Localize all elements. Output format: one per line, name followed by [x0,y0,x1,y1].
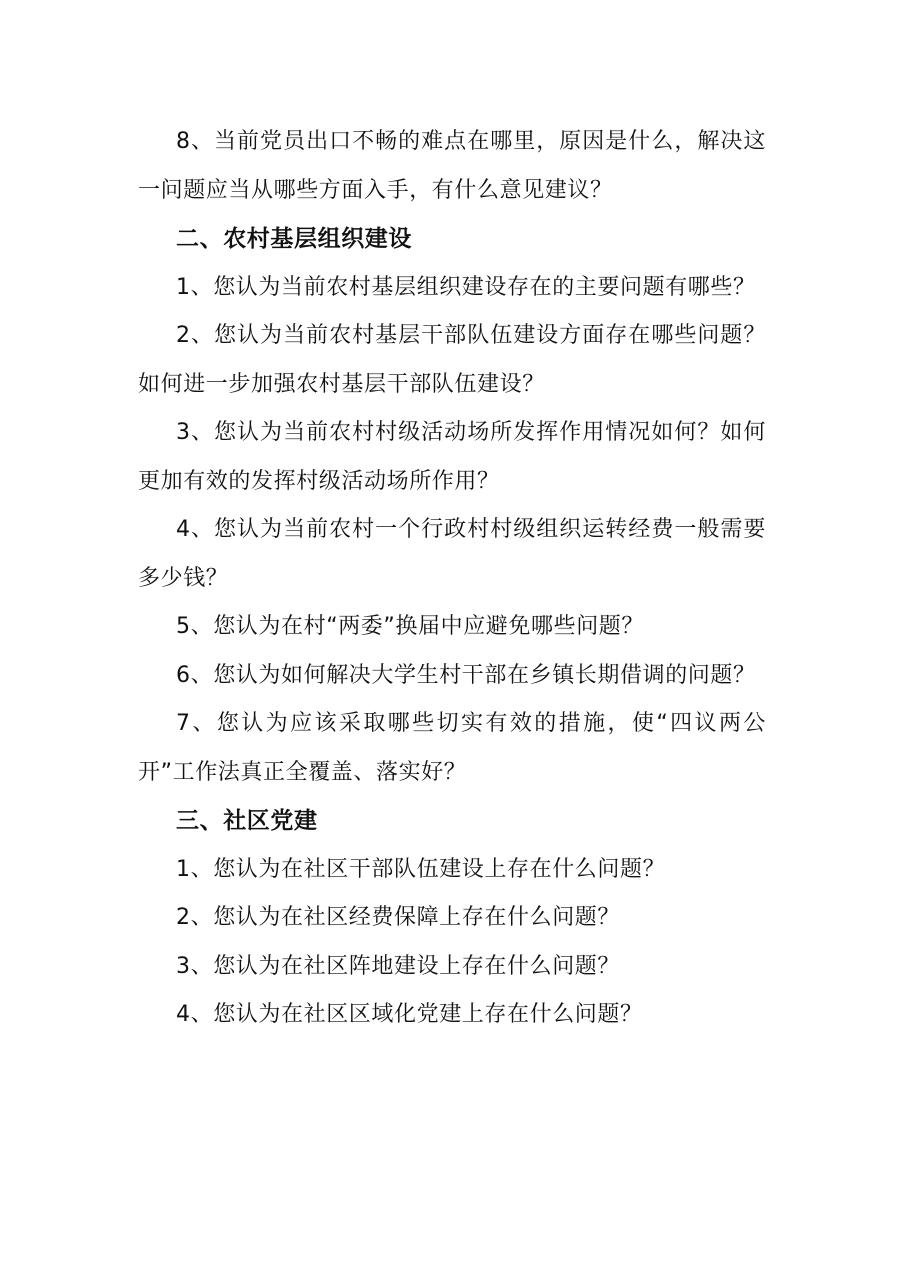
document-body [138,118,766,1040]
question-rural-5: 5、您认为在村“两委”换届中应避免哪些问题？ [176,614,644,639]
question-rural-7: 7、您认为应该采取哪些切实有效的措施，使“四议两公开”工作法真正全覆盖、落实好？ [138,711,766,785]
question-rural-6: 6、您认为如何解决大学生村干部在乡镇长期借调的问题？ [176,662,756,688]
question-community-1: 1、您认为在社区干部队伍建设上存在什么问题？ [176,856,666,882]
section-heading-rural-organization: 二、农村基层组织建设 [176,226,412,252]
question-community-3: 3、您认为在社区阵地建设上存在什么问题？ [176,953,620,979]
section-heading-community-party: 三、社区党建 [176,808,318,834]
question-rural-4: 4、您认为当前农村一个行政村村级组织运转经费一般需要多少钱？ [138,517,766,591]
question-community-2: 2、您认为在社区经费保障上存在什么问题？ [176,905,620,930]
question-rural-3: 3、您认为当前农村村级活动场所发挥作用情况如何？如何更加有效的发挥村级活动场所作用？ [138,420,766,494]
question-rural-2: 2、您认为当前农村基层干部队伍建设方面存在哪些问题？如何进一步加强农村基层干部队伍建设？ [138,323,766,397]
question-community-4: 4、您认为在社区区域化党建上存在什么问题？ [176,1002,643,1027]
question-rural-1: 1、您认为当前农村基层组织建设存在的主要问题有哪些？ [176,274,756,300]
question-party-member-exit: 8、当前党员出口不畅的难点在哪里，原因是什么，解决这一问题应当从哪些方面入手，有什么意见建议？ [138,129,766,203]
